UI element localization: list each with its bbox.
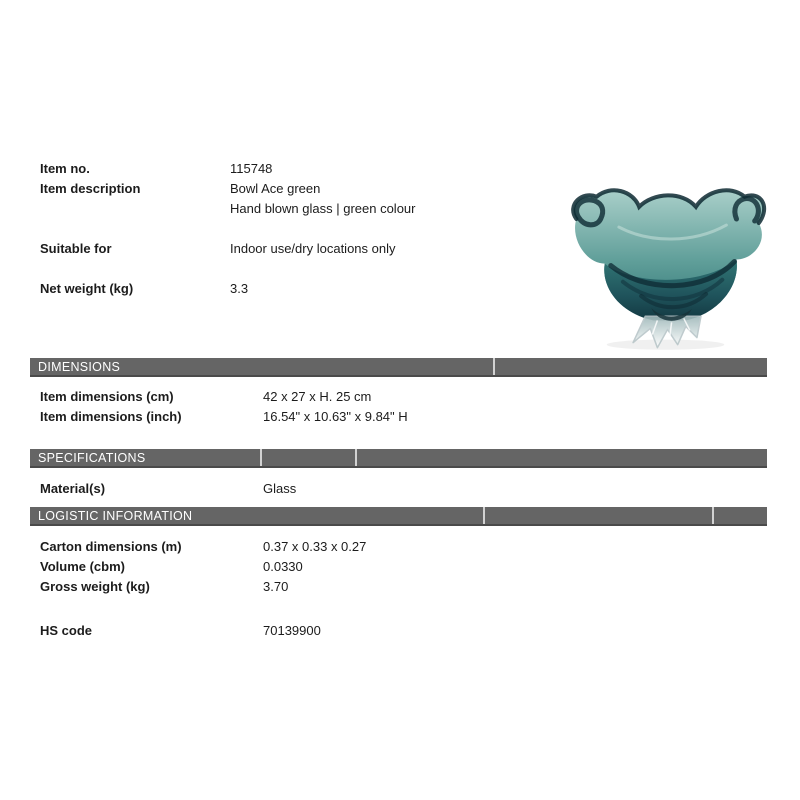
info-row-item-description (40, 178, 416, 198)
row-item-dimensions-inch (40, 406, 408, 426)
gross-weight-label: Gross weight (kg) (40, 578, 150, 594)
hs-code-label: HS code (40, 622, 93, 638)
bar-divider (712, 507, 714, 524)
item-dimensions-inch-label: Item dimensions (inch) (40, 408, 182, 424)
carton-dimensions-value: 0.37 x 0.33 x 0.27 (263, 538, 367, 554)
row-volume (40, 556, 366, 576)
info-row-net-weight (40, 278, 416, 298)
product-photo-bowl (552, 166, 777, 351)
row-gross-weight (40, 576, 366, 596)
row-carton-dimensions (40, 536, 366, 556)
item-dimensions-cm-value: 42 x 27 x H. 25 cm (263, 388, 372, 404)
section-header-logistic-information (30, 507, 767, 526)
carton-dimensions-label: Carton dimensions (m) (40, 538, 182, 554)
item-no-value: 115748 (230, 160, 273, 176)
bowl-image (552, 166, 777, 351)
item-dimensions-cm-label: Item dimensions (cm) (40, 388, 174, 404)
item-no-label: Item no. (40, 160, 90, 176)
hs-code-value: 70139900 (263, 622, 321, 638)
gross-weight-value: 3.70 (263, 578, 289, 594)
section-header-dimensions (30, 358, 767, 377)
dimensions-title: DIMENSIONS (38, 359, 121, 374)
item-description-label: Item description (40, 180, 141, 196)
item-dimensions-inch-value: 16.54" x 10.63" x 9.84" H (263, 408, 408, 424)
suitable-for-value: Indoor use/dry locations only (230, 240, 396, 256)
item-description-value-2: Hand blown glass | green colour (230, 200, 416, 216)
bar-divider (355, 449, 357, 466)
info-row-item-no (40, 158, 416, 178)
section-header-specifications (30, 449, 767, 468)
logistic-section (40, 536, 366, 640)
materials-value: Glass (263, 480, 297, 496)
bar-divider (483, 507, 485, 524)
info-row-suitable-for (40, 238, 416, 258)
row-item-dimensions-cm (40, 386, 408, 406)
specifications-section (40, 478, 296, 498)
specifications-title: SPECIFICATIONS (38, 450, 146, 465)
item-description-value: Bowl Ace green (230, 180, 321, 196)
bar-divider (493, 358, 495, 375)
volume-value: 0.0330 (263, 558, 303, 574)
row-materials (40, 478, 296, 498)
net-weight-value: 3.3 (230, 280, 249, 296)
logistic-information-title: LOGISTIC INFORMATION (38, 508, 193, 523)
materials-label: Material(s) (40, 480, 106, 496)
item-info-section (40, 158, 416, 298)
net-weight-label: Net weight (kg) (40, 280, 134, 296)
dimensions-section (40, 386, 408, 426)
suitable-for-label: Suitable for (40, 240, 112, 256)
volume-label: Volume (cbm) (40, 558, 125, 574)
bar-divider (260, 449, 262, 466)
info-row-item-description-2 (40, 198, 416, 218)
row-hs-code (40, 620, 366, 640)
